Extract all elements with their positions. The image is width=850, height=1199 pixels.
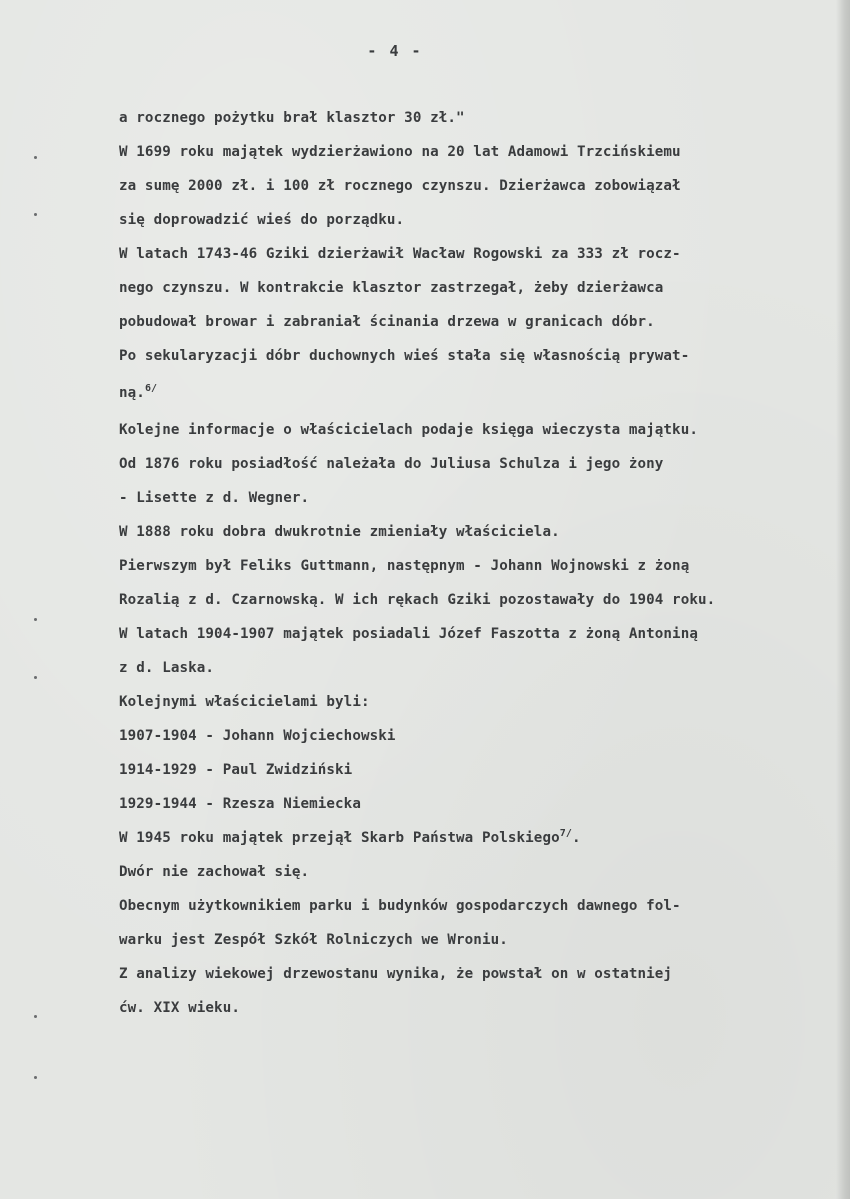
text-line: Dwór nie zachował się.	[119, 864, 310, 880]
text-line: Kolejnymi właścicielami byli:	[119, 694, 370, 710]
text-line: a rocznego pożytku brał klasztor 30 zł."	[119, 110, 465, 126]
text-line: W latach 1743-46 Gziki dzierżawił Wacław Rogowski za 333 zł rocz-	[119, 246, 681, 262]
text-line: Po sekularyzacji dóbr duchownych wieś stała się własnością prywat-	[119, 348, 690, 364]
text-line: nego czynszu. W kontrakcie klasztor zastrzegał, żeby dzierżawca	[119, 280, 664, 296]
punch-mark	[34, 1076, 37, 1079]
text-line: Pierwszym był Feliks Guttmann, następnym - Johann Wojnowski z żoną	[119, 558, 690, 574]
text-line: za sumę 2000 zł. i 100 zł rocznego czynszu. Dzierżawca zobowiązał	[119, 178, 681, 194]
text-line: Z analizy wiekowej drzewostanu wynika, że powstał on w ostatniej	[119, 966, 673, 982]
punch-mark	[34, 213, 37, 216]
text-line: Rozalią z d. Czarnowską. W ich rękach Gziki pozostawały do 1904 roku.	[119, 592, 716, 608]
page-number: - 4 -	[367, 42, 423, 60]
text-line: W 1945 roku majątek przejął Skarb Państwa Polskiego$^{7/}$.	[119, 828, 581, 846]
punch-mark	[34, 1015, 37, 1018]
scan-edge-shadow	[836, 0, 850, 1199]
text-line: Kolejne informacje o właścicielach podaje księga wieczysta majątku.	[119, 422, 698, 438]
footnote-ref: 7/	[559, 828, 572, 839]
footnote-ref: 6/	[144, 383, 158, 394]
text-line: warku jest Zespół Szkół Rolniczych we Wroniu.	[119, 932, 508, 948]
text-line: Od 1876 roku posiadłość należała do Juliusa Schulza i jego żony	[119, 456, 664, 472]
owner-list-item: 1929-1944 - Rzesza Niemiecka	[119, 796, 361, 812]
typed-body-text	[119, 101, 824, 1025]
text-line: Obecnym użytkownikiem parku i budynków gospodarczych dawnego fol-	[119, 898, 681, 914]
punch-mark	[34, 676, 37, 679]
text-line: W 1699 roku majątek wydzierżawiono na 20 lat Adamowi Trzcińskiemu	[119, 144, 681, 160]
text-line: W latach 1904-1907 majątek posiadali Józef Faszotta z żoną Antoniną	[119, 626, 698, 642]
owner-list-item: 1907-1904 - Johann Wojciechowski	[119, 728, 396, 744]
text-line: pobudował browar i zabraniał ścinania drzewa w granicach dóbr.	[119, 314, 655, 330]
owner-list-item: 1914-1929 - Paul Zwidziński	[119, 762, 353, 778]
text-line: się doprowadzić wieś do porządku.	[119, 212, 405, 228]
punch-mark	[34, 618, 37, 621]
text-line: z d. Laska.	[119, 660, 215, 676]
text-line: ną.$^{6/}$	[119, 383, 158, 401]
text-line: W 1888 roku dobra dwukrotnie zmieniały właściciela.	[119, 524, 560, 540]
text-line: - Lisette z d. Wegner.	[119, 490, 310, 506]
text-line: ćw. XIX wieku.	[119, 1000, 240, 1016]
punch-mark	[34, 156, 37, 159]
